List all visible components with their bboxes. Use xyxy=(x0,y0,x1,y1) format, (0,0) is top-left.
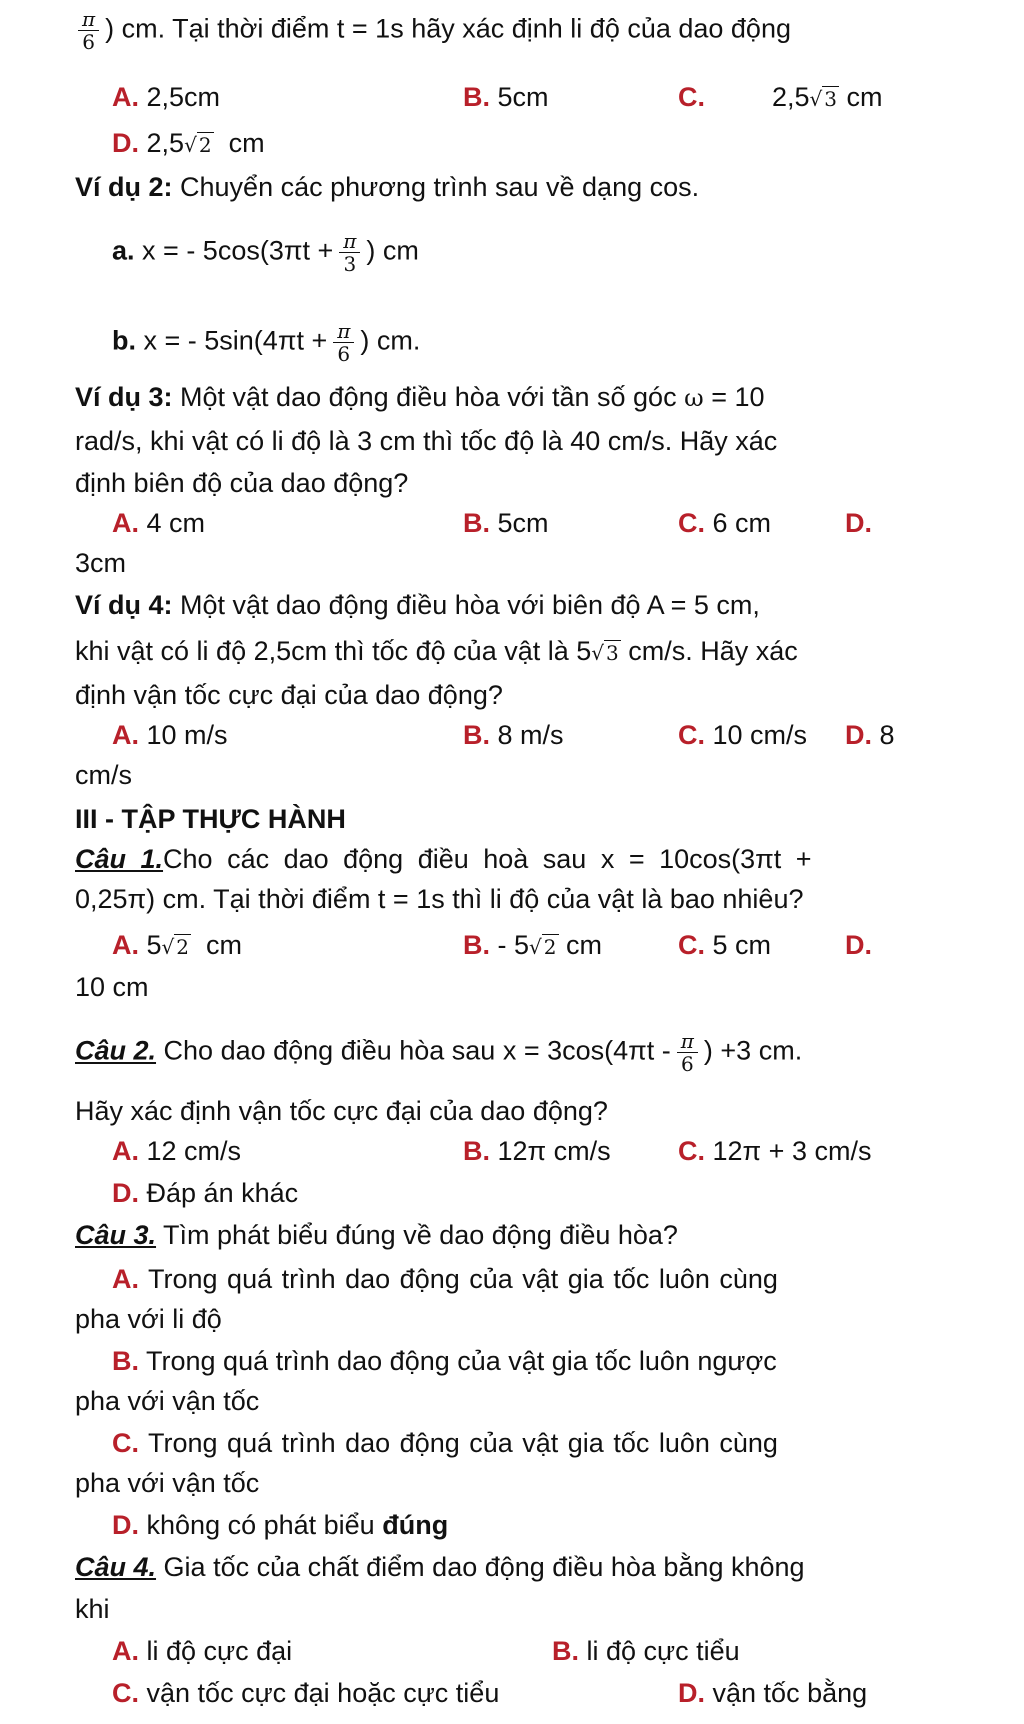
option-label: A. xyxy=(112,720,139,750)
question-1-line-1 xyxy=(75,842,812,876)
example-title: Ví dụ 4: xyxy=(75,590,173,620)
q2-option-a xyxy=(112,1134,241,1168)
option-text: Trong quá trình dao động của vật gia tốc luôn ngược xyxy=(146,1346,777,1376)
sqrt-symbol: √ 3 xyxy=(591,641,619,665)
q1-option-a xyxy=(112,928,242,964)
q1-option-b xyxy=(463,928,602,964)
example-3-line-2 xyxy=(75,424,777,458)
option-label: B. xyxy=(112,1346,139,1376)
example-4-line-1 xyxy=(75,588,760,622)
fraction-numerator: π xyxy=(339,230,360,253)
radicand: 2 xyxy=(198,133,212,157)
example-text: = 10 xyxy=(711,382,765,412)
example-text: định vận tốc cực đại của dao động? xyxy=(75,680,503,710)
radicand: 2 xyxy=(543,935,557,959)
q2-option-c xyxy=(678,1134,871,1168)
question-title: Câu 3. xyxy=(75,1220,157,1250)
example-4-line-2 xyxy=(75,634,798,670)
q2-option-b xyxy=(463,1134,611,1168)
option-text: 5 cm xyxy=(712,930,772,960)
question-4-line-2 xyxy=(75,1592,110,1626)
example-text: khi vật có li độ 2,5cm thì tốc độ của vật là 5 xyxy=(75,636,592,666)
option-label: B. xyxy=(463,720,490,750)
option-label: A. xyxy=(112,1136,139,1166)
option-text: 5cm xyxy=(497,82,549,112)
q3-option-b xyxy=(112,1344,777,1378)
example-text: cm/s. Hãy xác xyxy=(628,636,798,666)
option-text: 10 cm/s xyxy=(712,720,808,750)
question-4-line-1 xyxy=(75,1550,805,1584)
q1-option-d xyxy=(845,928,872,962)
ex4-option-d-unit xyxy=(75,758,132,792)
option-text: li độ cực tiểu xyxy=(586,1636,740,1666)
question-title: Câu 1. xyxy=(75,844,164,874)
q1-option-d-value xyxy=(75,970,149,1004)
q1-option-c xyxy=(678,928,771,962)
option-text: Đáp án khác xyxy=(146,1178,299,1208)
option-text: 10 m/s xyxy=(146,720,228,750)
ex4-option-b xyxy=(463,718,564,752)
option-text: Trong quá trình dao động của vật gia tốc luôn cùng xyxy=(148,1264,778,1294)
example-title: Ví dụ 2: xyxy=(75,172,173,202)
option-label: D. xyxy=(112,1178,139,1208)
equation-text: x = - 5cos(3πt + xyxy=(142,235,334,266)
option-text: 12 cm/s xyxy=(146,1136,242,1166)
omega-symbol: ω xyxy=(684,384,704,412)
option-text-bold: đúng xyxy=(382,1510,449,1540)
option-text: vận tốc cực đại hoặc cực tiểu xyxy=(146,1678,500,1708)
section-title: III - TẬP THỰC HÀNH xyxy=(75,804,346,834)
option-label: A. xyxy=(112,508,139,538)
fraction-denominator: 6 xyxy=(680,1052,694,1076)
example-text: Chuyển các phương trình sau về dạng cos. xyxy=(180,172,700,202)
radicand: 2 xyxy=(176,935,190,959)
option-text: pha với li độ xyxy=(75,1304,222,1334)
sqrt-symbol: √ 2 xyxy=(184,133,212,157)
option-label: C. xyxy=(678,1136,705,1166)
question-text: ) +3 cm. xyxy=(703,1035,803,1066)
option-text: - 5 xyxy=(497,930,530,960)
q3-option-a xyxy=(112,1262,778,1296)
option-text: 4 cm xyxy=(146,508,206,538)
section-heading xyxy=(75,802,346,836)
option-label: C. xyxy=(678,508,705,538)
ex3-option-a xyxy=(112,506,205,540)
example-text: Một vật dao động điều hòa với tần số góc xyxy=(180,382,677,412)
option-label: A. xyxy=(112,1636,139,1666)
example-4-line-3 xyxy=(75,678,503,712)
ex3-option-d xyxy=(845,506,872,540)
item-label: a. xyxy=(112,235,135,266)
q4-option-c xyxy=(112,1676,499,1710)
option-text: 2,5 xyxy=(146,128,185,158)
option-text: 10 cm xyxy=(75,972,149,1002)
ex3-option-b xyxy=(463,506,549,540)
option-label: A. xyxy=(112,1264,139,1294)
ex4-option-d xyxy=(845,718,895,752)
option-label: B. xyxy=(463,930,490,960)
option-unit: cm xyxy=(228,128,265,158)
fraction-denominator: 3 xyxy=(343,252,357,276)
question-title: Câu 4. xyxy=(75,1552,157,1582)
option-label: B. xyxy=(463,82,490,112)
fraction xyxy=(677,1030,698,1075)
example-2a xyxy=(112,230,419,275)
intro-line xyxy=(72,8,791,53)
ex3-option-c xyxy=(678,506,771,540)
option-label: A. xyxy=(112,82,139,112)
option-text: vận tốc bằng xyxy=(712,1678,868,1708)
question-text: Hãy xác định vận tốc cực đại của dao động? xyxy=(75,1096,608,1126)
question-title: Câu 2. xyxy=(75,1035,157,1066)
fraction xyxy=(78,8,99,53)
option-unit: cm xyxy=(846,82,883,112)
item-label: b. xyxy=(112,325,136,356)
q3-option-c xyxy=(112,1426,778,1460)
fraction-denominator: 6 xyxy=(82,30,95,54)
option-text: 12π cm/s xyxy=(497,1136,611,1166)
example-2b xyxy=(112,320,420,365)
q3-option-d xyxy=(112,1508,448,1542)
option-label: D. xyxy=(845,930,872,960)
question-1-line-2 xyxy=(75,882,803,916)
radicand: 3 xyxy=(606,641,619,665)
equation-text: ) cm. xyxy=(360,325,421,356)
option-text: 8 m/s xyxy=(497,720,564,750)
q4-option-b xyxy=(552,1634,740,1668)
option-text: Trong quá trình dao động của vật gia tốc luôn cùng xyxy=(148,1428,778,1458)
example-3-line-3 xyxy=(75,466,408,500)
sqrt-symbol: √ 2 xyxy=(529,935,557,959)
ex1-option-c xyxy=(678,80,705,114)
option-text: 8 xyxy=(879,720,895,750)
q3-option-c-cont xyxy=(75,1466,259,1500)
example-title: Ví dụ 3: xyxy=(75,382,173,412)
example-2-heading xyxy=(75,170,699,204)
option-label: D. xyxy=(112,1510,139,1540)
question-2-line-2 xyxy=(75,1094,608,1128)
option-text: 6 cm xyxy=(712,508,772,538)
option-text: li độ cực đại xyxy=(146,1636,293,1666)
question-text: Cho dao động điều hòa sau x = 3cos(4πt - xyxy=(163,1035,671,1066)
option-text: 2,5cm xyxy=(146,82,221,112)
option-label: C. xyxy=(678,720,705,750)
fraction-numerator: π xyxy=(78,8,99,31)
example-text: rad/s, khi vật có li độ là 3 cm thì tốc độ là 40 cm/s. Hãy xác xyxy=(75,426,778,456)
option-label: C. xyxy=(112,1428,139,1458)
radicand: 3 xyxy=(824,87,838,111)
option-label: D. xyxy=(678,1678,705,1708)
option-text: 5 xyxy=(146,930,162,960)
fraction-numerator: π xyxy=(677,1030,698,1053)
ex1-option-b xyxy=(463,80,549,114)
option-label: D. xyxy=(845,720,872,750)
equation-text: x = - 5sin(4πt + xyxy=(143,325,328,356)
example-text: Một vật dao động điều hòa với biên độ A = 5 cm, xyxy=(180,590,760,620)
fraction-numerator: π xyxy=(333,320,354,343)
q2-option-d xyxy=(112,1176,298,1210)
option-label: D. xyxy=(112,128,139,158)
question-text: Cho các dao động điều hoà sau x = 10cos(3πt + xyxy=(163,844,812,874)
equation-text: ) cm xyxy=(366,235,419,266)
intro-text: ) cm. Tại thời điểm t = 1s hãy xác định li độ của dao động xyxy=(105,13,791,44)
option-label: C. xyxy=(112,1678,139,1708)
q4-option-a xyxy=(112,1634,292,1668)
option-unit: cm xyxy=(566,930,603,960)
ex1-option-d xyxy=(112,126,265,162)
option-label: B. xyxy=(552,1636,579,1666)
q3-option-b-cont xyxy=(75,1384,259,1418)
option-text: pha với vận tốc xyxy=(75,1468,260,1498)
q4-option-d xyxy=(678,1676,867,1710)
fraction xyxy=(333,320,354,365)
sqrt-symbol: √ 3 xyxy=(809,87,838,111)
sqrt-symbol: √ 2 xyxy=(161,935,190,959)
option-text: 12π + 3 cm/s xyxy=(712,1136,872,1166)
option-label: B. xyxy=(463,508,490,538)
option-text: 3cm xyxy=(75,548,127,578)
option-label: C. xyxy=(678,930,705,960)
example-text: định biên độ của dao động? xyxy=(75,468,409,498)
option-label: C. xyxy=(678,82,705,112)
example-3-line-1 xyxy=(75,380,765,415)
option-text: pha với vận tốc xyxy=(75,1386,260,1416)
option-unit: cm xyxy=(206,930,243,960)
question-text: Gia tốc của chất điểm dao động điều hòa bằng không xyxy=(163,1552,805,1582)
option-text: 2,5 xyxy=(772,82,810,112)
question-3-line-1 xyxy=(75,1218,678,1252)
ex4-option-c xyxy=(678,718,807,752)
q3-option-a-cont xyxy=(75,1302,222,1336)
option-label: B. xyxy=(463,1136,490,1166)
ex1-option-a xyxy=(112,80,220,114)
question-2-line-1 xyxy=(75,1030,802,1075)
ex4-option-a xyxy=(112,718,228,752)
option-label: A. xyxy=(112,930,139,960)
question-text: Tìm phát biểu đúng về dao động điều hòa? xyxy=(163,1220,678,1250)
ex1-option-c-value xyxy=(772,80,883,116)
fraction-denominator: 6 xyxy=(337,342,351,366)
ex3-option-d-value xyxy=(75,546,126,580)
option-label: D. xyxy=(845,508,872,538)
option-text: không có phát biểu xyxy=(146,1510,375,1540)
question-text: 0,25π) cm. Tại thời điểm t = 1s thì li độ của vật là bao nhiêu? xyxy=(75,884,804,914)
fraction xyxy=(339,230,360,275)
question-text: khi xyxy=(75,1594,110,1624)
option-text: 5cm xyxy=(497,508,549,538)
option-text: cm/s xyxy=(75,760,132,790)
